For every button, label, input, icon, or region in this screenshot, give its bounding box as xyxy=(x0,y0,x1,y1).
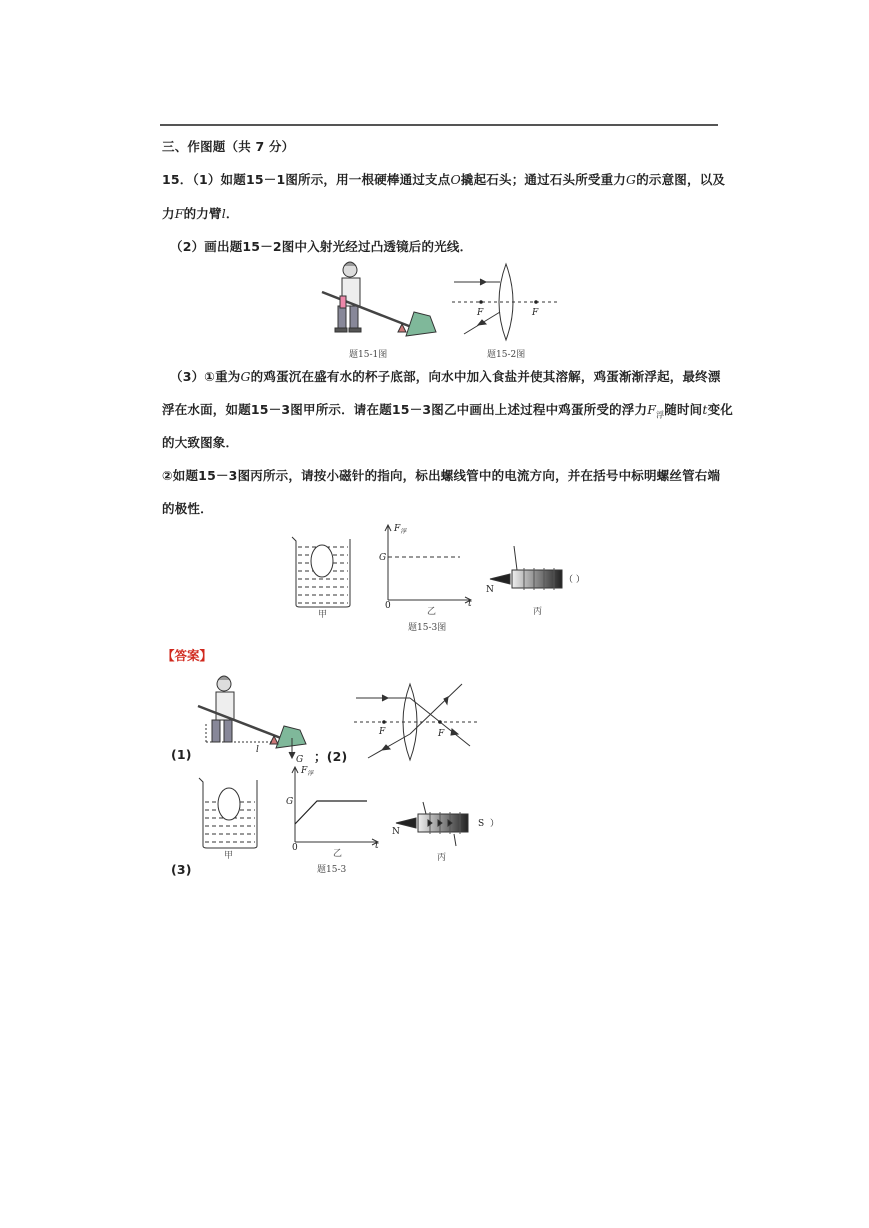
beaker-figure xyxy=(290,535,356,609)
graph-origin: 0 xyxy=(385,601,391,611)
fig3-label-bing: 丙 xyxy=(533,607,543,617)
answer-graph-axis-x: t xyxy=(375,841,379,851)
q15-p1-line2: 力F的力臂l． xyxy=(162,206,239,221)
section-heading: 三、作图题（共 7 分） xyxy=(162,139,295,154)
solenoid-bracket: （ ） xyxy=(564,575,585,585)
answer-part3-label: (3) xyxy=(171,862,192,877)
answer-sep: ；(2) xyxy=(314,749,348,764)
solenoid-figure xyxy=(484,544,592,594)
answer-lever-g: G xyxy=(296,755,304,765)
answer-focus-left-label: F xyxy=(379,727,386,737)
answer-focus-left-dot xyxy=(382,720,386,724)
fig3-label-yi: 乙 xyxy=(427,607,437,617)
answer-label-yi: 乙 xyxy=(333,849,343,859)
graph-axis-y: $F_浮$ xyxy=(394,524,407,535)
answer-beaker-figure xyxy=(197,776,263,850)
lever-figure xyxy=(318,258,443,348)
answer-lens-figure xyxy=(352,682,480,762)
answer-label-bing: 丙 xyxy=(437,853,447,863)
q15-p3b-line1: ②如题15－3图丙所示，请按小磁针的指向，标出螺线管中的电流方向，并在括号中标明螺丝管右端 xyxy=(162,468,721,483)
answer-graph-caption: 题15-3 xyxy=(317,865,347,875)
fig1-caption: 题15-1图 xyxy=(349,350,388,360)
q15-p3-line2: 浮在水面，如题15－3图甲所示．请在题15－3图乙中画出上述过程中鸡蛋所受的浮力$F_浮$随时间t变化 xyxy=(162,402,734,420)
answer-lever-l: l xyxy=(256,745,259,755)
q15-p3-line3: 的大致图象． xyxy=(162,435,239,450)
focus-right-label: F xyxy=(532,308,539,318)
q15-p1-line1: 15．（1）如题15－1图所示，用一根硬棒通过支点O撬起石头；通过石头所受重力G的示意图，以及 xyxy=(162,172,726,187)
answer-pole-s: S xyxy=(478,819,485,829)
answer-focus-right-dot xyxy=(438,720,442,724)
q15-p3b-line2: 的极性． xyxy=(162,501,213,516)
answer-part1-label: (1) xyxy=(171,747,192,762)
q15-p3-line1: （3）①重为G的鸡蛋沉在盛有水的杯子底部，向水中加入食盐并使其溶解，鸡蛋渐渐浮起，最终漂 xyxy=(170,369,721,384)
top-rule xyxy=(160,124,718,126)
fig3-label-jia: 甲 xyxy=(318,610,328,620)
graph-g-tick: G xyxy=(379,553,387,563)
graph-empty xyxy=(376,522,476,611)
answer-buoyancy-line xyxy=(295,801,367,824)
fig2-caption: 题15-2图 xyxy=(487,350,526,360)
focus-right-dot xyxy=(534,300,538,304)
q15-p2-text: （2）画出题15－2图中入射光经过凸透镜后的光线． xyxy=(170,239,473,254)
fig3-caption: 题15-3图 xyxy=(408,623,447,633)
answer-graph-origin: 0 xyxy=(292,843,298,853)
focus-left-dot xyxy=(479,300,483,304)
answer-bracket-close: ） xyxy=(490,819,500,829)
answer-heading: 【答案】 xyxy=(162,648,213,663)
answer-graph-g-tick: G xyxy=(286,797,294,807)
answer-needle-n: N xyxy=(392,827,400,837)
answer-focus-right-label: F xyxy=(438,729,445,739)
answer-graph xyxy=(283,764,383,853)
answer-lever-figure xyxy=(196,672,314,764)
answer-label-jia: 甲 xyxy=(224,851,234,861)
answer-graph-axis-y: $F_浮$ xyxy=(301,766,314,777)
lens-figure xyxy=(450,262,562,342)
answer-solenoid-figure xyxy=(390,800,502,850)
needle-n-label: N xyxy=(486,585,494,595)
graph-axis-x: t xyxy=(468,599,472,609)
focus-left-label: F xyxy=(477,308,484,318)
